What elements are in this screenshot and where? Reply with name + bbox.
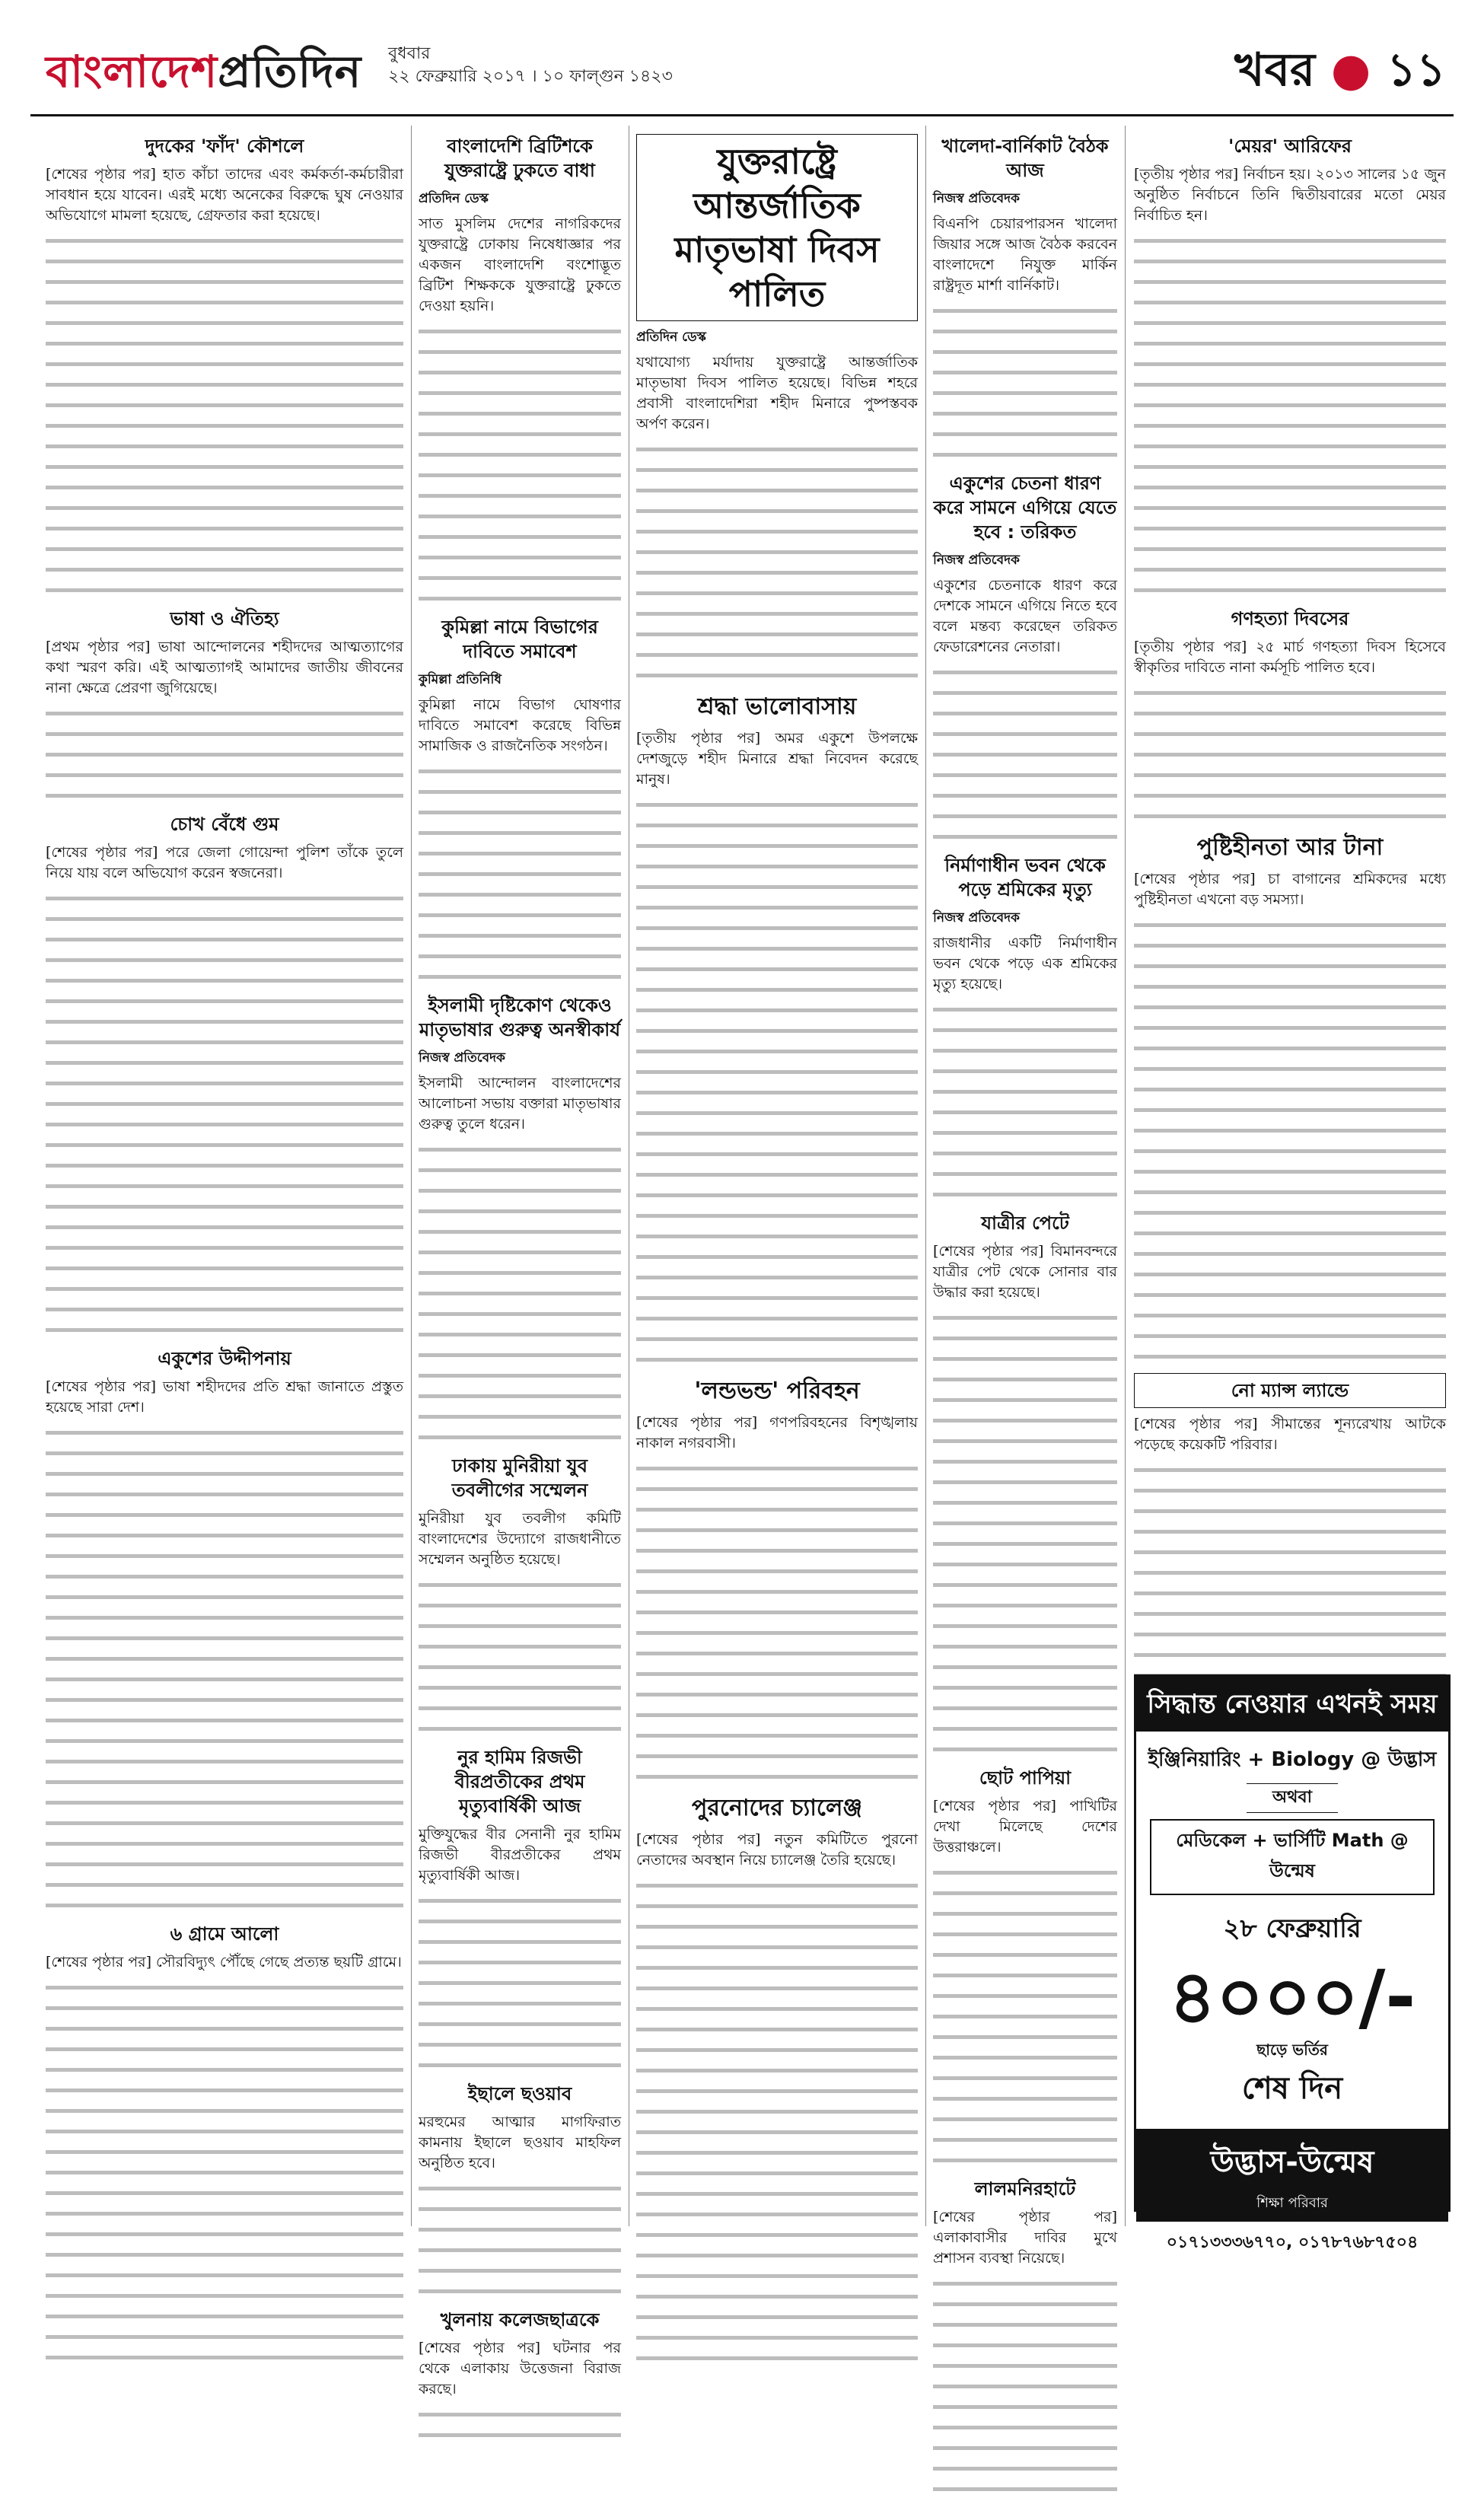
column-separator xyxy=(925,126,926,2226)
body-ichhale: মরহুমের আত্মার মাগফিরাত কামনায় ইছালে ছওয়াব মাহফিল অনুষ্ঠিত হবে। xyxy=(419,2114,621,2171)
advertisement-box xyxy=(1134,1674,1451,2252)
headline-jatri: যাত্রীর পেটে xyxy=(981,1212,1069,1234)
byline-khaleda: নিজস্ব প্রতিবেদক xyxy=(933,191,1020,206)
headline-vasha: ভাষা ও ঐতিহ্য xyxy=(170,608,279,629)
headline-gonohotya: গণহত্যা দিবসের xyxy=(1231,608,1349,629)
body-lalmonirhat: [শেষের পৃষ্ঠার পর] এলাকাবাসীর দাবির মুখে প্রশাসন ব্যবস্থা নিয়েছে। xyxy=(933,2209,1117,2267)
body-chokh: [শেষের পৃষ্ঠার পর] পরে জেলা গোয়েন্দা পুলিশ তাঁকে তুলে নিয়ে যায় বলে অভিযোগ করেন স্বজনেরা। xyxy=(46,844,403,881)
headline-fand: দুদকের 'ফাঁদ' কৌশলে xyxy=(145,135,304,157)
headline-islami: ইসলামী দৃষ্টিকোণ থেকেও মাতৃভাষার গুরুত্ব অনস্বীকার্য xyxy=(419,995,621,1040)
body-usa: যথাযোগ্য মর্যাদায় যুক্তরাষ্ট্রে আন্তর্জাতিক মাতৃভাষা দিবস পালিত হয়েছে। বিভিন্ন শহরে প্রবাসী বাংলাদেশিরা শহীদ মিনারে পুষ্পস্তবক অর্পণ করেন। xyxy=(636,354,918,432)
ad-price: ৪০০০/- xyxy=(1168,1955,1416,2040)
page-number: ১১ xyxy=(1387,43,1446,97)
headline-mayor: 'মেয়র' আরিফের xyxy=(1228,135,1352,157)
date-block xyxy=(388,43,673,88)
body-nur: মুক্তিযুদ্ধের বীর সেনানী নুর হামিম রিজভী বীরপ্রতীকের প্রথম মৃত্যুবার্ষিকী আজ। xyxy=(419,1826,621,1884)
issue-day: বুধবার xyxy=(388,44,431,63)
headline-ichhale: ইছালে ছওয়াব xyxy=(467,2083,572,2104)
byline-ekusher: নিজস্ব প্রতিবেদক xyxy=(933,553,1020,568)
body-papiya: [শেষের পৃষ্ঠার পর] পাখিটির দেখা মিলেছে দেশের উত্তরাঞ্চলে। xyxy=(933,1798,1117,1856)
body-lonkonvo: [শেষের পৃষ্ঠার পর] গণপরিবহনের বিশৃঙ্খলায় নাকাল নগরবাসী। xyxy=(636,1414,918,1451)
column-fourth xyxy=(933,129,1117,2267)
body-alo: [শেষের পৃষ্ঠার পর] সৌরবিদ্যুৎ পৌঁছে গেছে প্রত্যন্ত ছয়টি গ্রামে। xyxy=(46,1954,402,1971)
body-khulna: [শেষের পৃষ্ঠার পর] ঘটনার পর থেকে এলাকায় উত্তেজনা বিরাজ করছে। xyxy=(419,2340,621,2397)
byline-british: প্রতিদিন ডেস্ক xyxy=(419,191,489,206)
ad-discount: ছাড়ে ভর্তির xyxy=(1256,2041,1328,2059)
body-mayor: [তৃতীয় পৃষ্ঠার পর] নির্বাচন হয়। ২০১৩ সালের ১৫ জুন অনুষ্ঠিত নির্বাচনে তিনি দ্বিতীয়বারের মতো মেয়র নির্বাচিত হন। xyxy=(1134,166,1446,224)
body-islami: ইসলামী আন্দোলন বাংলাদেশের আলোচনা সভায় বক্তারা মাতৃভাষার গুরুত্ব তুলে ধরেন। xyxy=(419,1075,621,1133)
ad-line-engineering: ইঞ্জিনিয়ারিং + Biology @ উদ্ভাস xyxy=(1148,1748,1437,1771)
headline-lalmonirhat: লালমনিরহাটে xyxy=(974,2178,1076,2200)
body-munir: মুনিরীয়া যুব তবলীগ কমিটি বাংলাদেশের উদ্যোগে রাজধানীতে সম্মেলন অনুষ্ঠিত হয়েছে। xyxy=(419,1510,621,1568)
body-ekusher: একুশের চেতনাকে ধারণ করে দেশকে সামনে এগিয়ে নিতে হবে বলে মন্তব্য করেছেন তরিকত ফেডারেশনের নেতারা। xyxy=(933,577,1117,655)
headline-usa: যুক্তরাষ্ট্রে আন্তর্জাতিক মাতৃভাষা দিবস পালিত xyxy=(636,134,918,321)
headline-khulna: খুলনায় কলেজছাত্রকে xyxy=(440,2309,600,2331)
body-puronoder: [শেষের পৃষ্ঠার পর] নতুন কমিটিতে পুরনো নেতাদের অবস্থান নিয়ে চ্যালেঞ্জ তৈরি হয়েছে। xyxy=(636,1831,918,1869)
headline-munir: ঢাকায় মুনিরীয়া যুব তবলীগের সম্মেলন xyxy=(451,1455,588,1501)
body-pushti: [শেষের পৃষ্ঠার পর] চা বাগানের শ্রমিকদের মধ্যে পুষ্টিহীনতা এখনো বড় সমস্যা। xyxy=(1134,871,1446,908)
body-fand: [শেষের পৃষ্ঠার পর] হাত কাঁচা তাদের এবং কর্মকর্তা-কর্মচারীরা সাবধান হয়ে যাবেন। এরই মধ্যে অনেকের বিরুদ্ধে ঘুষ নেওয়ার অভিযোগে মামলা হয়েছে, গ্রেফতার করা হয়েছে। xyxy=(46,166,403,224)
body-nirman: রাজধানীর একটি নির্মাণাধীন ভবন থেকে পড়ে এক শ্রমিকের মৃত্যু হয়েছে। xyxy=(933,935,1117,992)
headline-pushti: পুষ্টিহীনতা আর টানা xyxy=(1196,834,1384,861)
headline-nur: নুর হামিম রিজভী বীরপ্রতীকের প্রথম মৃত্যুবার্ষিকী আজ xyxy=(454,1747,585,1817)
byline-usa: প্রতিদিন ডেস্ক xyxy=(636,330,706,345)
headline-lonkonvo: 'লন্ডভন্ড' পরিবহন xyxy=(694,1378,860,1404)
column-right xyxy=(1134,129,1446,1667)
headline-ekusher: একুশের চেতনা ধারণ করে সামনে এগিয়ে যেতে হবে : তরিকত xyxy=(933,473,1117,543)
ad-last-day: শেষ দিন xyxy=(1241,2071,1343,2106)
body-jatri: [শেষের পৃষ্ঠার পর] বিমানবন্দরে যাত্রীর পেট থেকে সোনার বার উদ্ধার করা হয়েছে। xyxy=(933,1243,1117,1301)
column-separator xyxy=(1125,126,1126,2226)
ad-title: সিদ্ধান্ত নেওয়ার এখনই সময় xyxy=(1136,1677,1448,1732)
ad-phone: ০১৭১৩৩৩৬৭৭০, ০১৭৮৭৬৮৭৫০৪ xyxy=(1166,2233,1419,2252)
headline-nirman: নির্মাণাধীন ভবন থেকে পড়ে শ্রমিকের মৃত্যু xyxy=(944,855,1106,900)
brand-part1: বাংলাদেশ xyxy=(46,46,218,97)
body-gonohotya: [তৃতীয় পৃষ্ঠার পর] ২৫ মার্চ গণহত্যা দিবস হিসেবে স্বীকৃতির দাবিতে নানা কর্মসূচি পালিত হবে। xyxy=(1134,639,1446,676)
ad-or: অথবা xyxy=(1247,1783,1338,1813)
body-ekushe: [শেষের পৃষ্ঠার পর] ভাষা শহীদদের প্রতি শ্রদ্ধা জানাতে প্রস্তুত হয়েছে সারা দেশ। xyxy=(46,1378,403,1416)
body-vasha: [প্রথম পৃষ্ঠার পর] ভাষা আন্দোলনের শহীদদের আত্মত্যাগের কথা স্মরণ করি। এই আত্মত্যাগই আমাদের জাতীয় জীবনের নানা ক্ষেত্রে প্রেরণা জুগিয়েছে। xyxy=(46,639,403,696)
ad-family: শিক্ষা পরিবার xyxy=(1136,2192,1448,2222)
newspaper-logo xyxy=(46,38,361,112)
section-title xyxy=(1234,35,1446,111)
byline-nirman: নিজস্ব প্রতিবেদক xyxy=(933,910,1020,926)
headline-shroddha: শ্রদ্ধা ভালোবাসায় xyxy=(697,693,857,720)
issue-date: ২২ ফেব্রুয়ারি ২০১৭ । ১০ ফাল্গুন ১৪২৩ xyxy=(388,67,673,86)
column-separator xyxy=(411,126,412,2226)
column-second xyxy=(419,129,621,2397)
headline-puronoder: পুরনোদের চ্যালেঞ্জ xyxy=(692,1795,862,1821)
masthead-rule xyxy=(30,114,1454,116)
ad-date: ২৮ ফেব্রুয়ারি xyxy=(1223,1913,1361,1944)
headline-khaleda: খালেদা-বার্নিকাট বৈঠক আজ xyxy=(941,135,1109,181)
column-center xyxy=(636,129,918,2230)
ad-line-medical: মেডিকেল + ভার্সিটি Math @ উন্মেষ xyxy=(1150,1819,1435,1895)
headline-ekushe: একুশের উদ্দীপনায় xyxy=(158,1348,291,1369)
brand-part2: প্রতিদিন xyxy=(218,46,362,97)
bullet-dot-icon: ● xyxy=(1330,43,1371,97)
byline-comilla: কুমিল্লা প্রতিনিধি xyxy=(419,672,502,687)
headline-comilla: কুমিল্লা নামে বিভাগের দাবিতে সমাবেশ xyxy=(441,616,598,662)
headline-chokh: চোখ বেঁধে গুম xyxy=(170,814,279,835)
column-left xyxy=(46,129,403,2230)
body-british: সাত মুসলিম দেশের নাগরিকদের যুক্তরাষ্ট্রে ঢোকায় নিষেধাজ্ঞার পর একজন বাংলাদেশি বংশোদ্ভূত ব্রিটিশ শিক্ষককে যুক্তরাষ্ট্রে ঢুকতে দেওয়া হয়নি। xyxy=(419,215,621,314)
ad-brand: উদ্ভাস-উন্মেষ xyxy=(1136,2129,1448,2192)
body-nomans: [শেষের পৃষ্ঠার পর] সীমান্তের শূন্যরেখায় আটকে পড়েছে কয়েকটি পরিবার। xyxy=(1134,1416,1446,1453)
body-khaleda: বিএনপি চেয়ারপারসন খালেদা জিয়ার সঙ্গে আজ বৈঠক করবেন বাংলাদেশে নিযুক্ত মার্কিন রাষ্ট্রদূত মার্শা বার্নিকাট। xyxy=(933,215,1117,294)
headline-alo: ৬ গ্রামে আলো xyxy=(170,1923,279,1945)
body-comilla: কুমিল্লা নামে বিভাগ ঘোষণার দাবিতে সমাবেশ করেছে বিভিন্ন সামাজিক ও রাজনৈতিক সংগঠন। xyxy=(419,696,621,754)
masthead xyxy=(30,14,1454,113)
headline-british: বাংলাদেশি ব্রিটিশকে যুক্তরাষ্ট্রে ঢুকতে বাধা xyxy=(444,135,595,181)
byline-islami: নিজস্ব প্রতিবেদক xyxy=(419,1050,505,1066)
body-shroddha: [তৃতীয় পৃষ্ঠার পর] অমর একুশে উপলক্ষে দেশজুড়ে শহীদ মিনারে শ্রদ্ধা নিবেদন করেছে মানুষ। xyxy=(636,730,918,788)
section-name: খবর xyxy=(1234,43,1315,97)
headline-papiya: ছোট পাপিয়া xyxy=(979,1767,1072,1789)
headline-nomans: নো ম্যান্স ল্যান্ডে xyxy=(1134,1373,1446,1408)
